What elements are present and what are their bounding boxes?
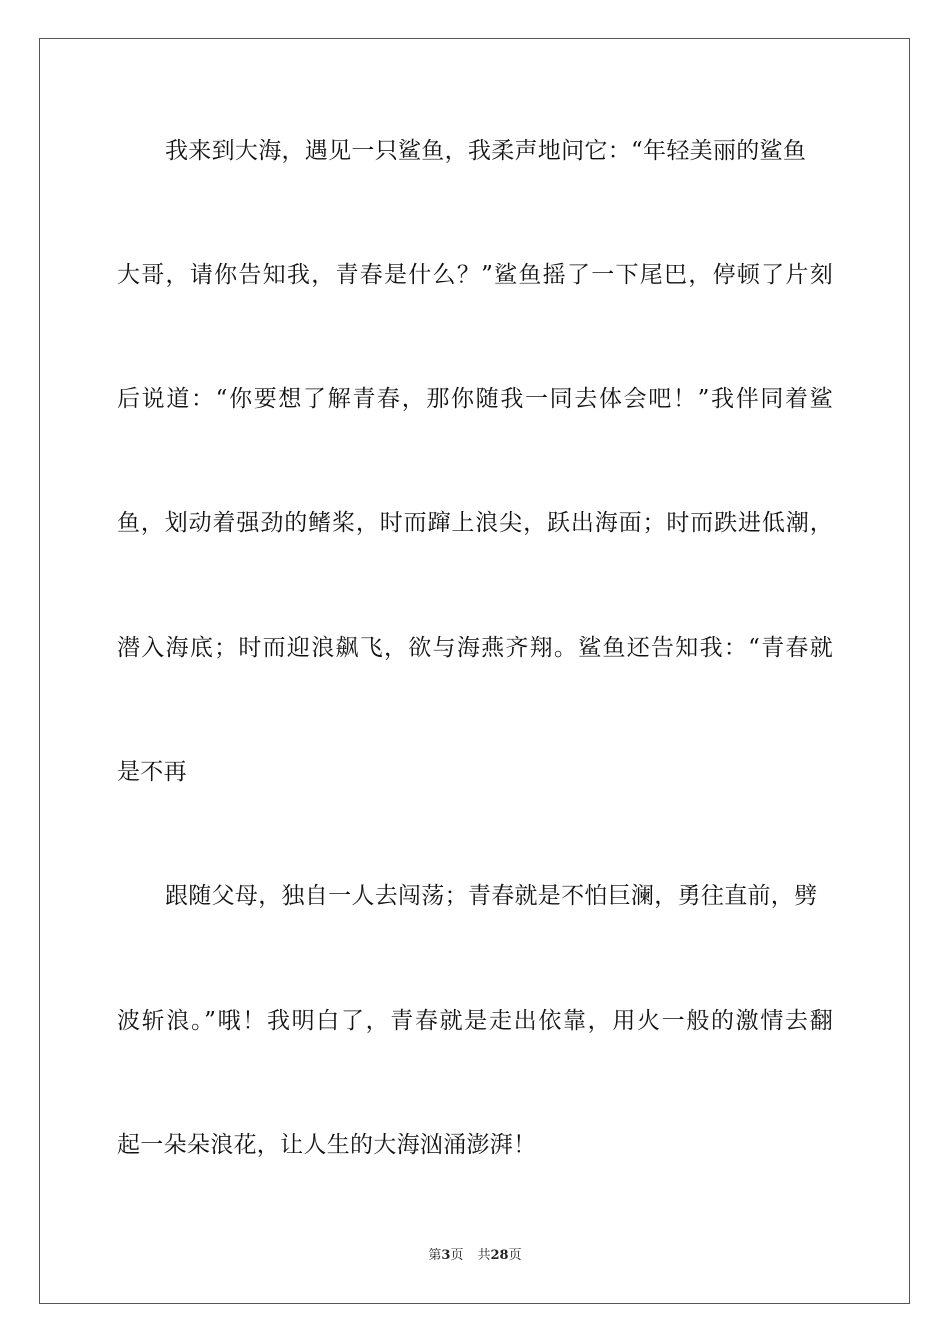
paragraph-1-line-6: 是不再 — [117, 759, 187, 785]
current-page-number: 3 — [441, 1248, 451, 1263]
paragraph-1-line-1: 我来到大海，遇见一只鲨鱼，我柔声地问它：“年轻美丽的鲨鱼 — [165, 138, 807, 164]
paragraph-1-line-3: 后说道：“你要想了解青春，那你随我一同去体会吧！”我伴同着鲨 — [117, 386, 833, 412]
page-suffix: 页 — [450, 1248, 464, 1263]
paragraph-1-line-4: 鱼，划动着强劲的鳍桨，时而蹿上浪尖，跃出海面；时而跌进低潮， — [117, 510, 833, 536]
paragraph-2-line-2: 波斩浪。”哦！我明白了，青春就是走出依靠，用火一般的激情去翻 — [117, 1008, 833, 1034]
paragraph-1-line-2: 大哥，请你告知我，青春是什么？”鲨鱼摇了一下尾巴，停顿了片刻 — [117, 262, 833, 288]
paragraph-2-line-3: 起一朵朵浪花，让人生的大海汹涌澎湃！ — [117, 1132, 537, 1158]
paragraph-2-line-1: 跟随父母，独自一人去闯荡；青春就是不怕巨澜，勇往直前，劈 — [165, 883, 818, 909]
page-prefix: 第 — [428, 1248, 442, 1263]
total-page-count: 28 — [490, 1248, 509, 1263]
total-prefix: 共 — [477, 1248, 491, 1263]
page-footer — [0, 1247, 950, 1265]
total-suffix: 页 — [508, 1248, 522, 1263]
paragraph-1-line-5: 潜入海底；时而迎浪飙飞，欲与海燕齐翔。鲨鱼还告知我：“青春就 — [117, 635, 833, 661]
page-frame — [39, 38, 910, 1304]
